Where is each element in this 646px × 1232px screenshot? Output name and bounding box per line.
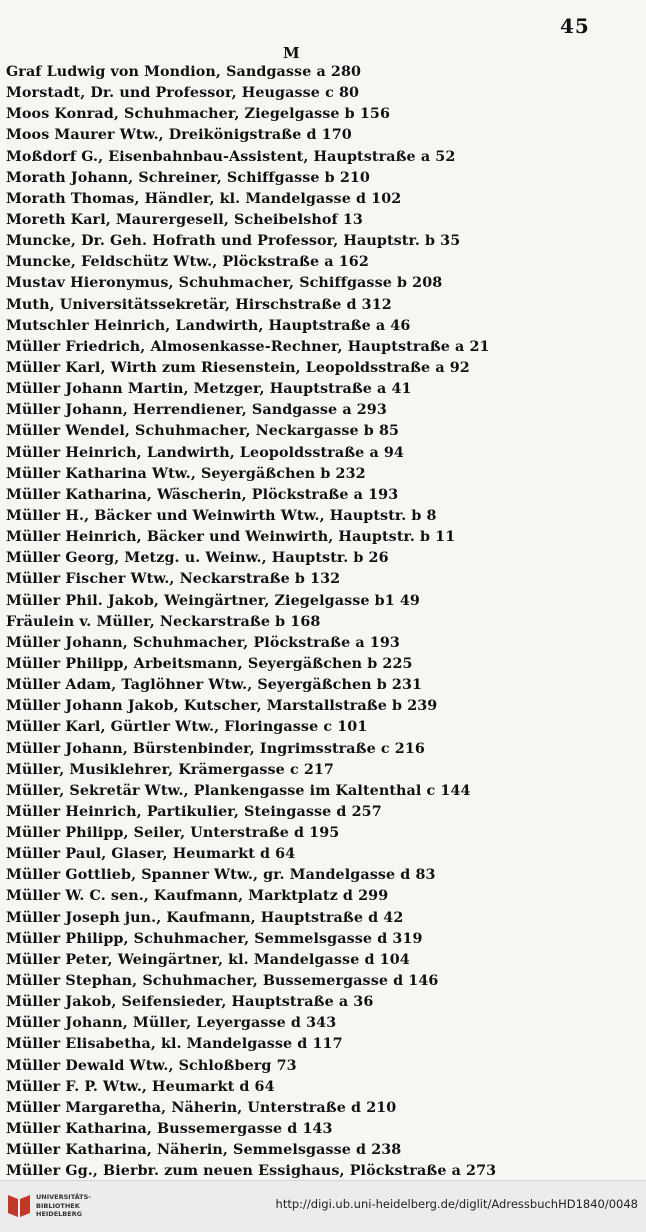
list-item: Müller Margaretha, Näherin, Unterstraße d 210 (6, 1099, 397, 1116)
list-item: Müller Peter, Weingärtner, kl. Mandelgasse d 104 (6, 951, 410, 968)
list-item: Morstadt, Dr. und Professor, Heugasse c 80 (6, 85, 360, 102)
list-item: Müller Dewald Wtw., Schloßberg 73 (6, 1057, 297, 1074)
list-item: Müller Jakob, Seifensieder, Hauptstraße a 36 (6, 994, 374, 1011)
page-number: 45 (560, 14, 590, 38)
list-item: Müller Paul, Glaser, Heumarkt d 64 (6, 846, 296, 863)
header-mark: M (283, 44, 301, 62)
list-item: Müller Gottlieb, Spanner Wtw., gr. Mandelgasse d 83 (6, 867, 436, 884)
list-item: Muth, Universitätssekretär, Hirschstraße d 312 (6, 296, 392, 313)
list-item: Müller Heinrich, Bäcker und Weinwirth, Hauptstr. b 11 (6, 529, 456, 546)
list-item: Müller Fischer Wtw., Neckarstraße b 132 (6, 571, 341, 588)
list-item: Müller, Musiklehrer, Krämergasse c 217 (6, 761, 334, 778)
list-item: Müller Heinrich, Landwirth, Leopoldsstraße a 94 (6, 444, 404, 461)
list-item: Müller, Sekretär Wtw., Plankengasse im Kaltenthal c 144 (6, 782, 471, 799)
source-url-link[interactable]: http://digi.ub.uni-heidelberg.de/diglit/AdressbuchHD1840/0048 (275, 1197, 638, 1211)
list-item: Moos Maurer Wtw., Dreikönigstraße d 170 (6, 127, 352, 144)
list-item: Müller Katharina, Bussemergasse d 143 (6, 1121, 333, 1138)
list-item: Müller H., Bäcker und Weinwirth Wtw., Hauptstr. b 8 (6, 507, 437, 524)
library-name (36, 1193, 91, 1219)
library-logo-icon (6, 1193, 32, 1219)
list-item: Moreth Karl, Maurergesell, Scheibelshof 13 (6, 211, 363, 228)
list-item: Müller Georg, Metzg. u. Weinw., Hauptstr. b 26 (6, 550, 389, 567)
list-item: Müller Wendel, Schuhmacher, Neckargasse b 85 (6, 423, 400, 440)
list-item: Müller Stephan, Schuhmacher, Bussemergasse d 146 (6, 973, 439, 990)
library-name-line: BIBLIOTHEK (36, 1201, 80, 1210)
list-item: Müller Katharina Wtw., Seyergäßchen b 232 (6, 465, 366, 482)
footer-bar (0, 1180, 646, 1232)
list-item: Müller Philipp, Schuhmacher, Semmelsgasse d 319 (6, 930, 423, 947)
list-item: Müller Joseph jun., Kaufmann, Hauptstraße d 42 (6, 909, 404, 926)
list-item: Muncke, Feldschütz Wtw., Plöckstraße a 162 (6, 254, 369, 271)
list-item: Graf Ludwig von Mondion, Sandgasse a 280 (6, 64, 362, 80)
list-item: Müller Gg., Bierbr. zum neuen Essighaus, Plöckstraße a 273 (6, 1163, 497, 1180)
list-item: Müller Karl, Gürtler Wtw., Floringasse c 101 (6, 719, 368, 736)
list-item: Müller Adam, Taglöhner Wtw., Seyergäßchen b 231 (6, 677, 423, 694)
list-item: Müller F. P. Wtw., Heumarkt d 64 (6, 1078, 275, 1095)
list-item: Müller Phil. Jakob, Weingärtner, Ziegelgasse b1 49 (6, 592, 420, 609)
list-item: Müller Johann Martin, Metzger, Hauptstraße a 41 (6, 381, 412, 398)
list-item: Müller Elisabetha, kl. Mandelgasse d 117 (6, 1036, 343, 1053)
list-item: Müller Heinrich, Partikulier, Steingasse d 257 (6, 803, 382, 820)
library-name-line: UNIVERSITÄTS- (36, 1193, 91, 1201)
list-item: Müller Johann, Herrendiener, Sandgasse a 293 (6, 402, 387, 419)
library-name-line: HEIDELBERG (36, 1210, 83, 1219)
list-item: Fräulein v. Müller, Neckarstraße b 168 (6, 613, 321, 630)
list-item: Müller Katharina, Wäscherin, Plöckstraße a 193 (6, 486, 399, 503)
list-item: Morath Johann, Schreiner, Schiffgasse b 210 (6, 169, 370, 186)
list-item: Müller Friedrich, Almosenkasse-Rechner, Hauptstraße a 21 (6, 338, 490, 355)
list-item: Moßdorf G., Eisenbahnbau-Assistent, Hauptstraße a 52 (6, 148, 456, 165)
list-item: Muncke, Dr. Geh. Hofrath und Professor, Hauptstr. b 35 (6, 233, 461, 250)
list-item: Müller Philipp, Seiler, Unterstraße d 195 (6, 825, 340, 842)
list-item: Mustav Hieronymus, Schuhmacher, Schiffgasse b 208 (6, 275, 443, 292)
list-item: Morath Thomas, Händler, kl. Mandelgasse d 102 (6, 190, 402, 207)
list-item: Müller Katharina, Näherin, Semmelsgasse d 238 (6, 1142, 402, 1159)
list-item: Müller Philipp, Arbeitsmann, Seyergäßchen b 225 (6, 655, 413, 672)
list-item: Müller W. C. sen., Kaufmann, Marktplatz d 299 (6, 888, 389, 905)
directory-list (6, 62, 631, 1182)
list-item: Müller Johann, Müller, Leyergasse d 343 (6, 1015, 337, 1032)
list-item: Müller Karl, Wirth zum Riesenstein, Leopoldsstraße a 92 (6, 359, 470, 376)
list-item: Müller Johann Jakob, Kutscher, Marstallstraße b 239 (6, 698, 438, 715)
list-item: Müller Johann, Schuhmacher, Plöckstraße a 193 (6, 634, 400, 651)
list-item: Mutschler Heinrich, Landwirth, Hauptstraße a 46 (6, 317, 411, 334)
list-item: Moos Konrad, Schuhmacher, Ziegelgasse b 156 (6, 106, 390, 123)
list-item: Müller Johann, Bürstenbinder, Ingrimsstraße c 216 (6, 740, 425, 757)
